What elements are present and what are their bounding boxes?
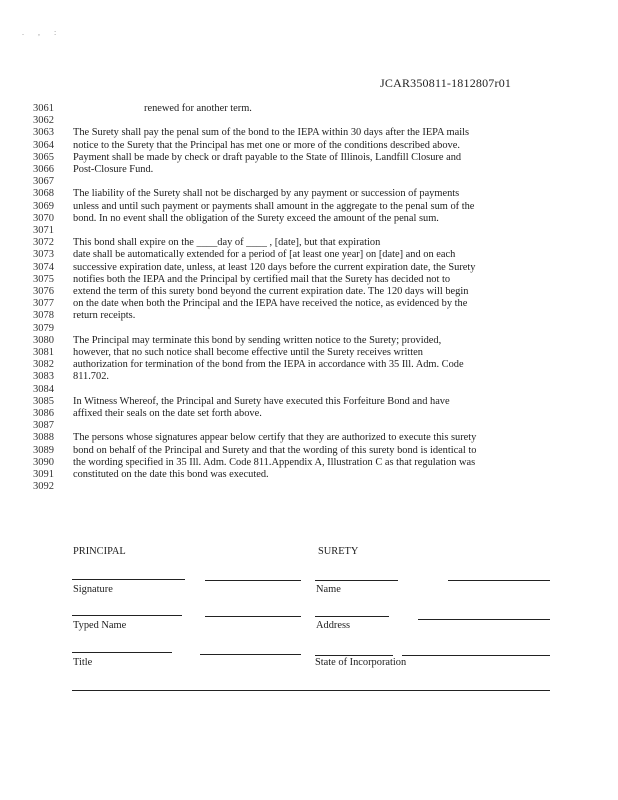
- principal-signature-label: Signature: [73, 584, 113, 595]
- document-text-line: return receipts.: [73, 310, 136, 321]
- line-number: 3068: [33, 188, 54, 199]
- line-number: 3088: [33, 432, 54, 443]
- state-of-incorporation-line[interactable]: [315, 655, 393, 656]
- typed-name-line[interactable]: [72, 615, 182, 616]
- line-number: 3075: [33, 274, 54, 285]
- document-text-line: authorization for termination of the bond from the IEPA in accordance with 35 Ill. Adm. Code: [73, 359, 464, 370]
- surety-address-line-aux[interactable]: [418, 619, 550, 620]
- line-number: 3064: [33, 140, 54, 151]
- document-text-line: bond on behalf of the Principal and Surety and that the wording of this surety bond is identical to: [73, 445, 477, 456]
- bottom-rule: [72, 690, 550, 691]
- line-number: 3085: [33, 396, 54, 407]
- line-number: 3066: [33, 164, 54, 175]
- surety-address-label: Address: [316, 620, 351, 631]
- line-number: 3079: [33, 323, 54, 334]
- document-text-line: The Surety shall pay the penal sum of the bond to the IEPA within 30 days after the IEPA mails: [73, 127, 470, 138]
- signature-line-aux[interactable]: [205, 580, 301, 581]
- line-number: 3082: [33, 359, 54, 370]
- document-text-line: bond. In no event shall the obligation of the Surety exceed the amount of the penal sum.: [73, 213, 439, 224]
- line-number: 3091: [33, 469, 54, 480]
- document-text-line: The liability of the Surety shall not be discharged by any payment or succession of payments: [73, 188, 460, 199]
- line-number: 3065: [33, 152, 54, 163]
- document-text-line: constituted on the date this bond was executed.: [73, 469, 269, 480]
- document-text-line: date shall be automatically extended for a period of [at least one year] on [date] and on each: [73, 249, 456, 260]
- line-number: 3080: [33, 335, 54, 346]
- line-number: 3061: [33, 103, 54, 114]
- document-text-line: This bond shall expire on the ____day of ____ , [date], but that expiration: [73, 237, 381, 248]
- line-number: 3087: [33, 420, 54, 431]
- document-text-line: successive expiration date, unless, at least 120 days before the current expiration date, the Surety: [73, 262, 476, 273]
- line-number: 3063: [33, 127, 54, 138]
- line-number: 3086: [33, 408, 54, 419]
- document-text-line: Payment shall be made by check or draft payable to the State of Illinois, Landfill Closure and: [73, 152, 462, 163]
- line-number: 3092: [33, 481, 54, 492]
- line-number: 3090: [33, 457, 54, 468]
- line-number: 3081: [33, 347, 54, 358]
- title-line[interactable]: [72, 652, 172, 653]
- line-number: 3083: [33, 371, 54, 382]
- document-text-line: 811.702.: [73, 371, 109, 382]
- line-number: 3062: [33, 115, 54, 126]
- line-number: 3074: [33, 262, 54, 273]
- state-of-incorporation-line-aux[interactable]: [402, 655, 550, 656]
- document-text-line: extend the term of this surety bond beyond the current expiration date. The 120 days will begin: [73, 286, 469, 297]
- scan-artifact: . , :: [22, 28, 63, 37]
- line-number: 3072: [33, 237, 54, 248]
- surety-heading: SURETY: [318, 546, 359, 557]
- document-text-line: Post-Closure Fund.: [73, 164, 154, 175]
- document-text-line: The Principal may terminate this bond by sending written notice to the Surety; provided,: [73, 335, 442, 346]
- surety-name-line-aux[interactable]: [448, 580, 550, 581]
- document-text-line: The persons whose signatures appear below certify that they are authorized to execute this surety: [73, 432, 477, 443]
- title-line-aux[interactable]: [200, 654, 301, 655]
- document-text-line: on the date when both the Principal and the IEPA have received the notice, as evidenced by the: [73, 298, 468, 309]
- principal-typed-name-label: Typed Name: [73, 620, 127, 631]
- line-number: 3089: [33, 445, 54, 456]
- document-text-line: unless and until such payment or payments shall amount in the aggregate to the penal sum of the: [73, 201, 475, 212]
- line-number: 3084: [33, 384, 54, 395]
- line-number: 3069: [33, 201, 54, 212]
- line-number: 3077: [33, 298, 54, 309]
- document-text-line: the wording specified in 35 Ill. Adm. Code 811.Appendix A, Illustration C as that regulation was: [73, 457, 476, 468]
- document-text-line: however, that no such notice shall become effective until the Surety receives written: [73, 347, 423, 358]
- line-number: 3071: [33, 225, 54, 236]
- surety-name-line[interactable]: [315, 580, 398, 581]
- document-text-line: renewed for another term.: [144, 103, 252, 114]
- document-id: JCAR350811-1812807r01: [380, 76, 512, 90]
- document-text-line: affixed their seals on the date set forth above.: [73, 408, 262, 419]
- line-number: 3067: [33, 176, 54, 187]
- document-text-line: notice to the Surety that the Principal has met one or more of the conditions described above.: [73, 140, 460, 151]
- line-number: 3073: [33, 249, 54, 260]
- line-number: 3076: [33, 286, 54, 297]
- document-text-line: notifies both the IEPA and the Principal by certified mail that the Surety has decided not to: [73, 274, 451, 285]
- line-number: 3070: [33, 213, 54, 224]
- signature-line[interactable]: [72, 579, 185, 580]
- line-number: 3078: [33, 310, 54, 321]
- document-text-line: In Witness Whereof, the Principal and Surety have executed this Forfeiture Bond and have: [73, 396, 450, 407]
- typed-name-line-aux[interactable]: [205, 616, 301, 617]
- surety-address-line[interactable]: [315, 616, 389, 617]
- principal-title-label: Title: [73, 657, 93, 668]
- surety-name-label: Name: [316, 584, 341, 595]
- surety-state-label: State of Incorporation: [315, 657, 407, 668]
- principal-heading: PRINCIPAL: [73, 546, 126, 557]
